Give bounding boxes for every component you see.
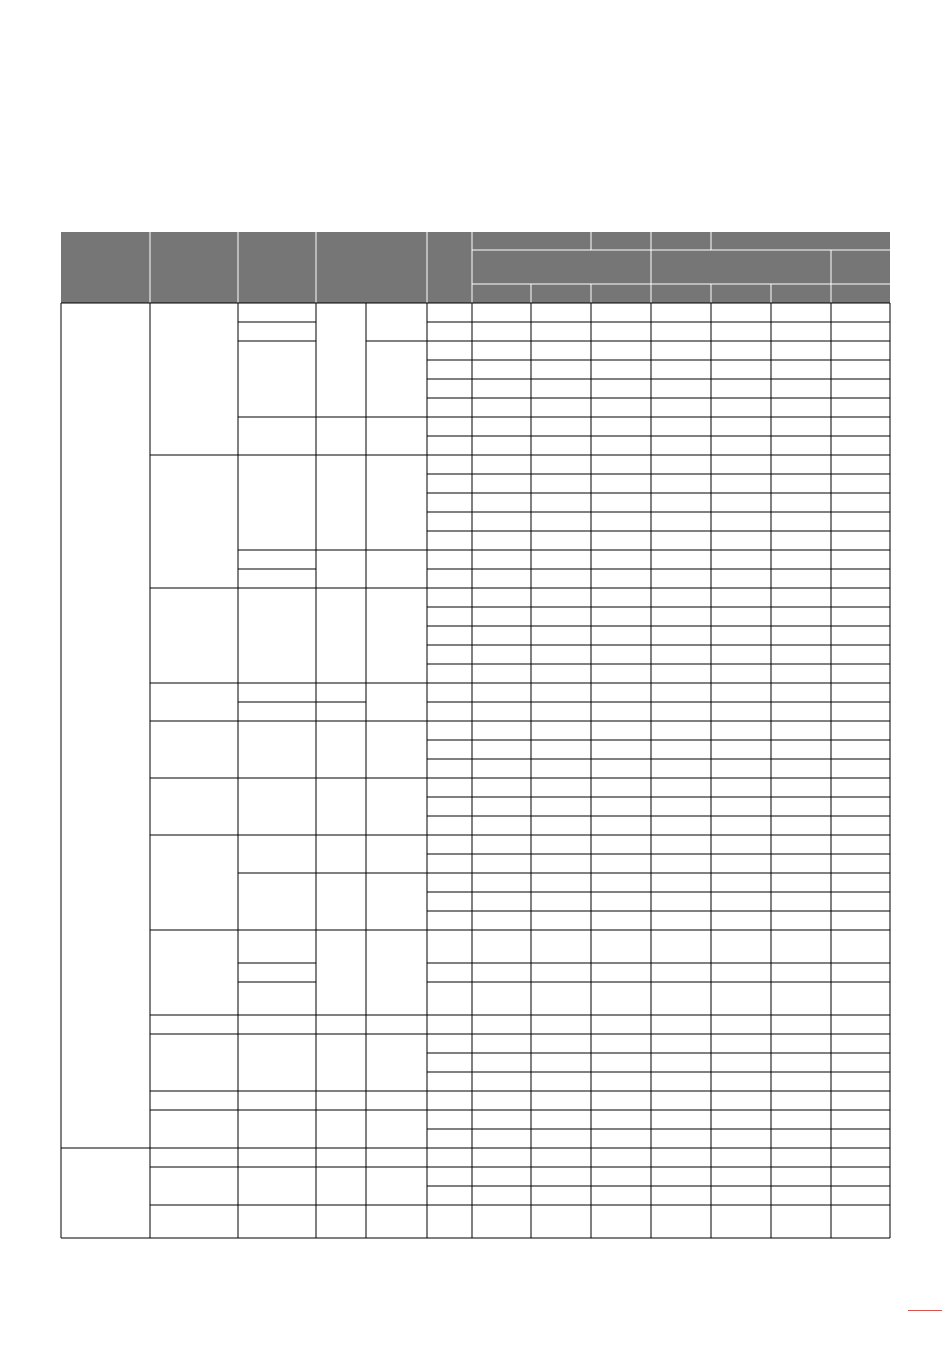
page-footer-mark [908, 1310, 942, 1311]
table-header [61, 232, 890, 303]
